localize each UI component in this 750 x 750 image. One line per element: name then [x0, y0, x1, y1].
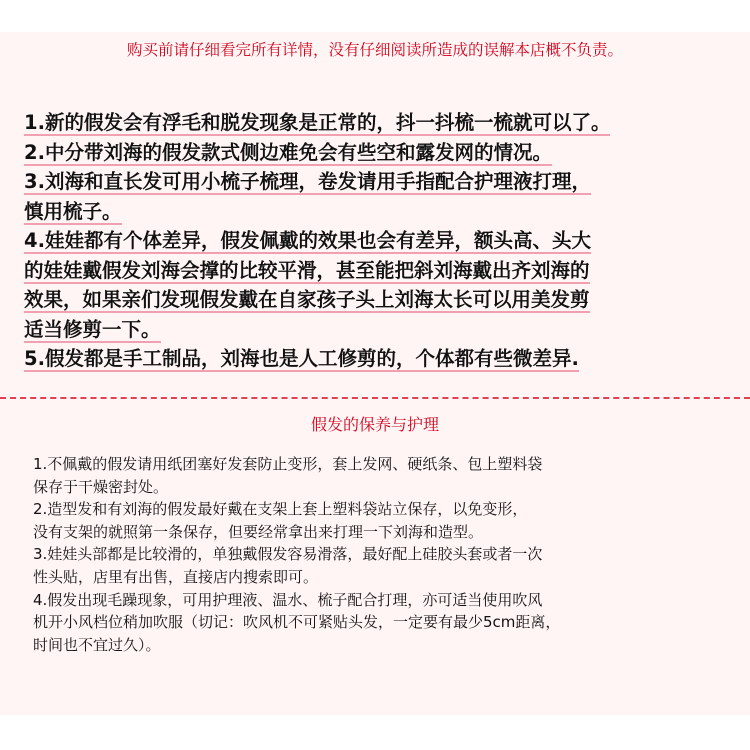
rule-item — [24, 344, 724, 374]
purchase-notice: 购买前请仔细看完所有详情，没有仔细阅读所造成的误解本店概不负责。 — [126, 41, 623, 59]
care-text: 2.造型发和有刘海的假发最好戴在支架上套上塑料袋站立保存，以免变形， — [33, 500, 528, 519]
care-item — [33, 543, 723, 588]
care-text: 3.娃娃头部都是比较滑的，单独戴假发容易滑落，最好配上硅胶头套或者一次 — [33, 545, 543, 564]
care-text: 机开小风档位稍加吹服（切记：吹风机不可紧贴头发，一定要有最少5cm距离， — [33, 613, 561, 632]
rule-text: 3.刘海和直长发可用小梳子梳理，卷发请用手指配合护理液打理， — [24, 170, 591, 193]
rule-item — [24, 138, 724, 168]
care-text: 时间也不宜过久）。 — [33, 635, 161, 654]
care-item — [33, 453, 723, 498]
rule-item — [24, 108, 724, 138]
rule-text: 慎用梳子。 — [24, 199, 122, 223]
care-section-title: 假发的保养与护理 — [310, 415, 439, 434]
care-text: 性头贴，店里有出售，直接店内搜索即可。 — [33, 567, 319, 586]
care-list — [33, 453, 723, 656]
rule-text: 2.中分带刘海的假发款式侧边难免会有些空和露发网的情况。 — [24, 140, 552, 164]
rule-text: 效果，如果亲们发现假发戴在自家孩子头上刘海太长可以用美发剪 — [24, 288, 590, 311]
care-text: 1.不佩戴的假发请用纸团塞好发套防止变形，套上发网、硬纸条、包上塑料袋 — [33, 455, 543, 473]
rule-text: 4.娃娃都有个体差异，假发佩戴的效果也会有差异，额头高、头大 — [24, 229, 591, 252]
care-item — [33, 589, 723, 657]
wig-rules-list — [24, 108, 724, 374]
care-text: 没有支架的就照第一条保存，但要经常拿出来打理一下刘海和造型。 — [33, 522, 484, 541]
rule-text: 1.新的假发会有浮毛和脱发现象是正常的，抖一抖梳一梳就可以了。 — [24, 111, 611, 134]
dashed-divider — [0, 397, 750, 399]
care-text: 4.假发出现毛躁现象，可用护理液、温水、梳子配合打理，亦可适当使用吹风 — [33, 590, 543, 609]
rule-text: 的娃娃戴假发刘海会撑的比较平滑，甚至能把斜刘海戴出齐刘海的 — [24, 258, 590, 282]
care-text: 保存于干燥密封处。 — [33, 477, 169, 496]
rule-item — [24, 226, 724, 344]
rule-item — [24, 167, 724, 226]
care-item — [33, 498, 723, 543]
rule-text: 适当修剪一下。 — [24, 317, 161, 341]
rule-text: 5.假发都是手工制品，刘海也是人工修剪的，个体都有些微差异. — [24, 347, 579, 370]
